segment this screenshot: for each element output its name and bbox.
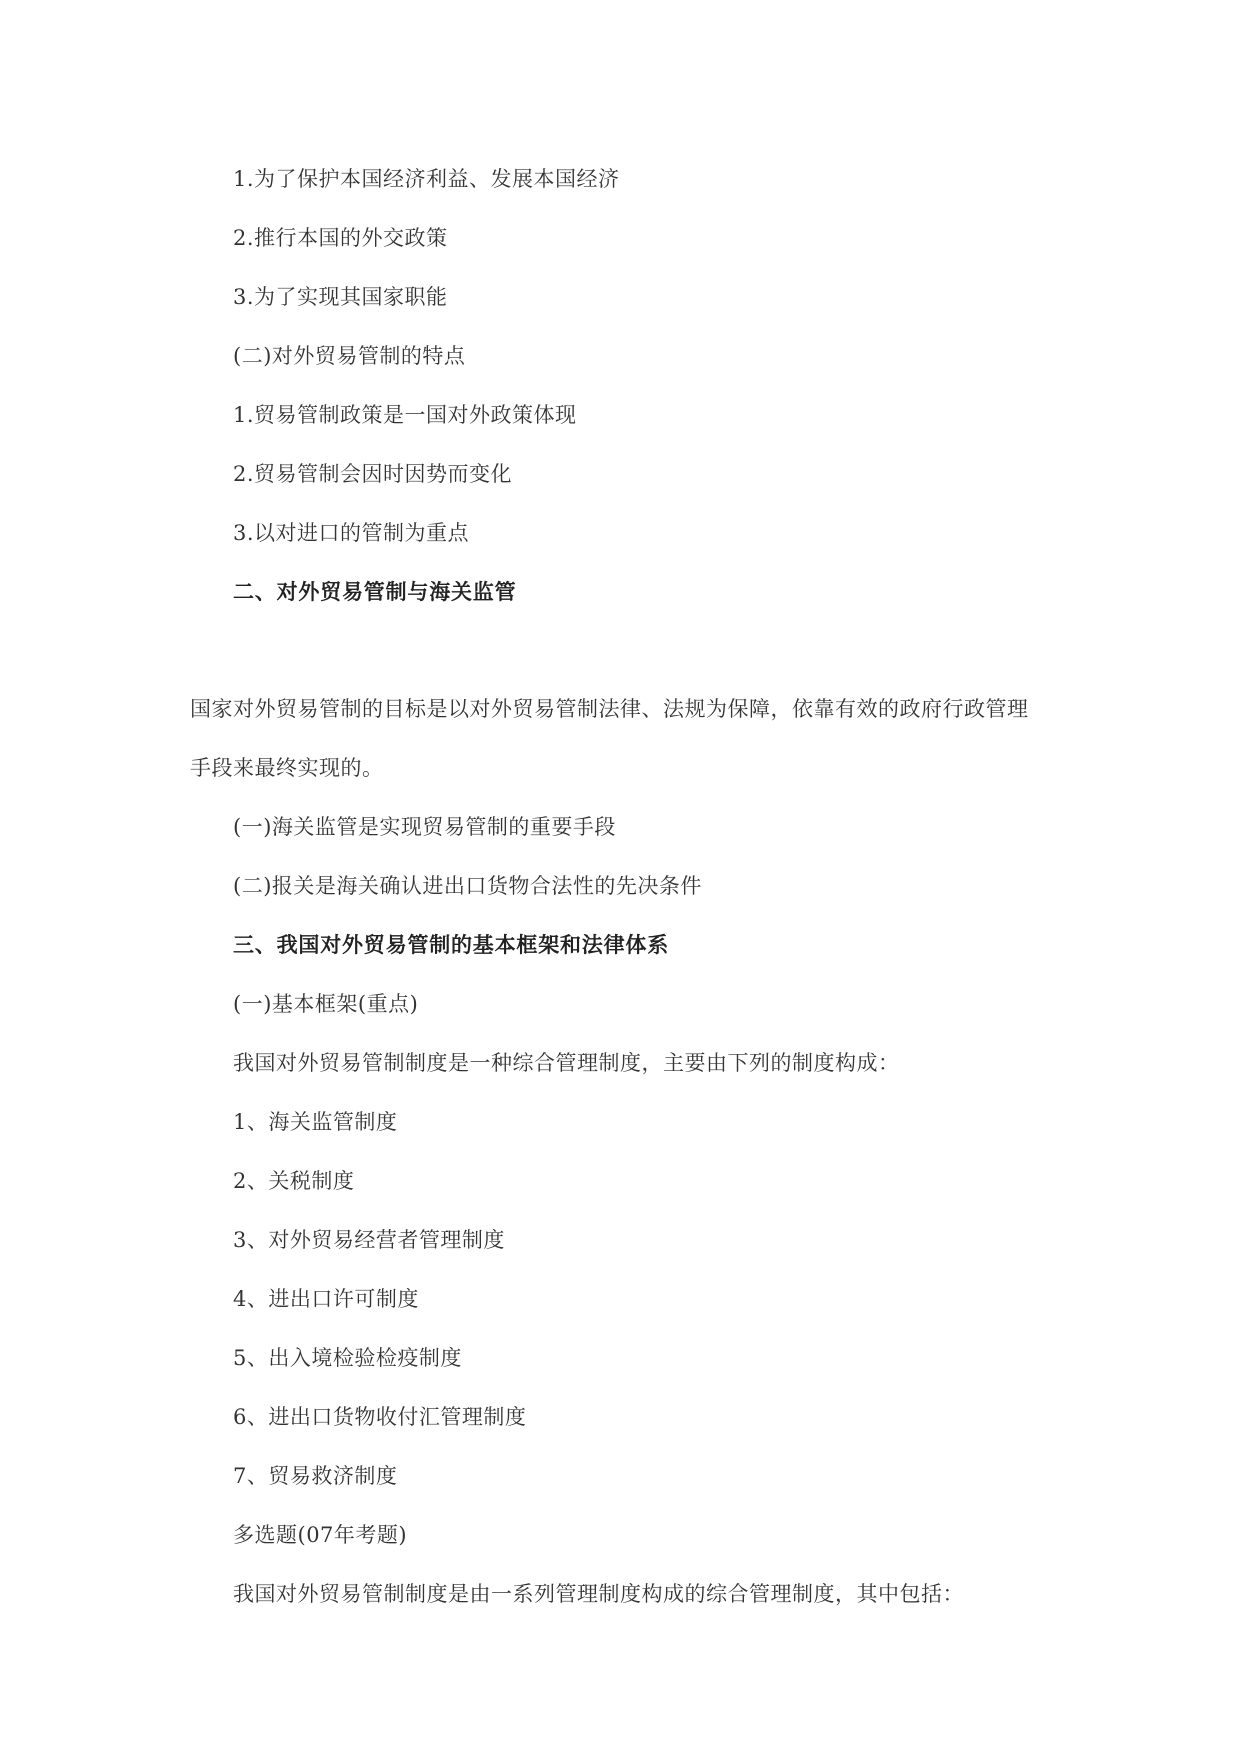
- subheading: (二)对外贸易管制的特点: [233, 344, 466, 368]
- list-item: 6、进出口货物收付汇管理制度: [233, 1405, 527, 1429]
- paragraph-line: 我国对外贸易管制制度是由一系列管理制度构成的综合管理制度，其中包括：: [233, 1582, 964, 1606]
- section-heading: 二、对外贸易管制与海关监管: [233, 580, 517, 604]
- list-item: 3.以对进口的管制为重点: [233, 521, 470, 545]
- list-item: 3、对外贸易经营者管理制度: [233, 1228, 505, 1252]
- list-item: 2、关税制度: [233, 1169, 355, 1193]
- paragraph-line: 我国对外贸易管制制度是一种综合管理制度，主要由下列的制度构成：: [233, 1051, 900, 1075]
- subheading: (一)基本框架(重点): [233, 992, 419, 1016]
- paragraph-line: 手段来最终实现的。: [190, 756, 384, 780]
- list-item: 1.贸易管制政策是一国对外政策体现: [233, 403, 577, 427]
- section-heading: 三、我国对外贸易管制的基本框架和法律体系: [233, 933, 669, 957]
- list-item: 2.推行本国的外交政策: [233, 226, 448, 250]
- subheading: (一)海关监管是实现贸易管制的重要手段: [233, 815, 616, 839]
- list-item: 3.为了实现其国家职能: [233, 285, 448, 309]
- list-item: 5、出入境检验检疫制度: [233, 1346, 462, 1370]
- paragraph-line: 国家对外贸易管制的目标是以对外贸易管制法律、法规为保障，依靠有效的政府行政管理: [190, 697, 1029, 721]
- list-item: 7、贸易救济制度: [233, 1464, 398, 1488]
- list-item: 2.贸易管制会因时因势而变化: [233, 462, 513, 486]
- subheading: (二)报关是海关确认进出口货物合法性的先决条件: [233, 874, 702, 898]
- list-item: 4、进出口许可制度: [233, 1287, 419, 1311]
- list-item: 1.为了保护本国经济利益、发展本国经济: [233, 167, 620, 191]
- question-label: 多选题(07年考题): [233, 1523, 408, 1547]
- list-item: 1、海关监管制度: [233, 1110, 398, 1134]
